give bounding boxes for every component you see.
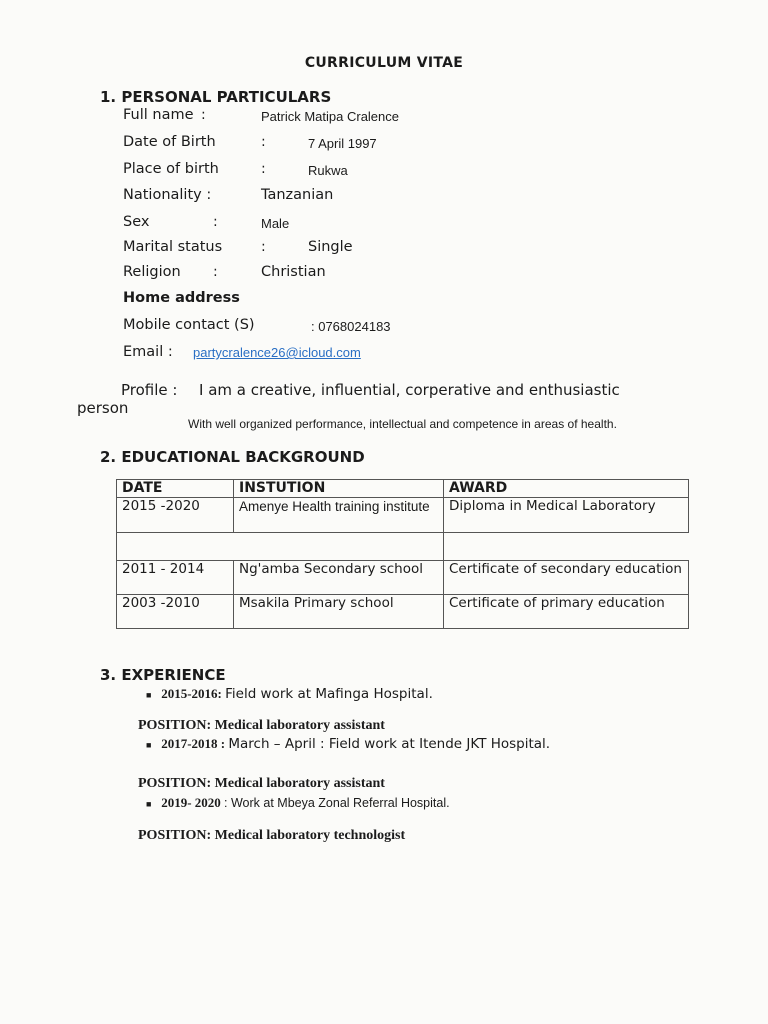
full-name-value: Patrick Matipa Cralence [261, 109, 399, 124]
empty-cell [444, 533, 689, 561]
institution-cell: Amenye Health training institute [234, 498, 444, 533]
personal-particulars-heading: 1. PERSONAL PARTICULARS [100, 88, 332, 106]
experience-position: POSITION: Medical laboratory assistant [138, 718, 385, 733]
date-cell: 2003 -2010 [117, 595, 234, 629]
list-item [146, 795, 450, 811]
colon: : [261, 239, 266, 255]
table-row [117, 595, 689, 629]
empty-cell [117, 533, 444, 561]
bullet-icon: ■ [146, 690, 152, 700]
profile-summary: With well organized performance, intellectual and competence in areas of health. [188, 417, 617, 431]
home-address-heading: Home address [123, 290, 240, 306]
list-item [146, 736, 550, 752]
experience-position: POSITION: Medical laboratory technologist [138, 828, 406, 843]
table-row [117, 498, 689, 533]
experience-text: : Work at Mbeya Zonal Referral Hospital. [224, 796, 450, 810]
experience-heading: 3. EXPERIENCE [100, 666, 226, 684]
dob-label: Date of Birth [123, 134, 216, 150]
experience-position: POSITION: Medical laboratory assistant [138, 776, 385, 791]
column-header: INSTUTION [234, 480, 444, 498]
experience-years: 2019- 2020 [161, 795, 221, 810]
marital-status-label: Marital status [123, 239, 223, 255]
mobile-value: : 0768024183 [311, 319, 391, 334]
education-table [116, 479, 689, 629]
list-item [146, 686, 433, 702]
profile-text: I am a creative, influential, corperative and enthusiastic [199, 381, 620, 399]
sex-value: Male [261, 216, 290, 231]
table-row [117, 561, 689, 595]
table-header-row [117, 480, 689, 498]
dob-value: 7 April 1997 [308, 136, 377, 151]
sex-label: Sex [123, 214, 150, 230]
profile-text-continued: person [77, 399, 129, 417]
full-name-label: Full name [123, 107, 194, 123]
pob-label: Place of birth [123, 161, 219, 177]
colon: : [213, 214, 218, 230]
award-cell: Diploma in Medical Laboratory [444, 498, 689, 533]
experience-text: March – April : Field work at Itende JKT Hospital. [228, 736, 551, 752]
mobile-label: Mobile contact (S) [123, 317, 255, 333]
experience-years: 2017-2018 : [161, 736, 226, 751]
marital-status-value: Single [308, 239, 353, 255]
date-cell: 2011 - 2014 [117, 561, 234, 595]
colon: : [261, 161, 266, 177]
colon: : [201, 107, 206, 123]
date-cell: 2015 -2020 [117, 498, 234, 533]
colon: : [213, 264, 218, 280]
institution-cell: Ng'amba Secondary school [234, 561, 444, 595]
experience-text: Field work at Mafinga Hospital. [225, 686, 433, 702]
award-cell: Certificate of secondary education [444, 561, 689, 595]
empty-row [117, 533, 689, 561]
document-title: CURRICULUM VITAE [304, 55, 464, 71]
column-header: DATE [117, 480, 234, 498]
institution-cell: Msakila Primary school [234, 595, 444, 629]
bullet-icon: ■ [146, 799, 152, 809]
column-header: AWARD [444, 480, 689, 498]
religion-label: Religion [123, 264, 181, 280]
religion-value: Christian [261, 264, 326, 280]
email-link[interactable]: partycralence26@icloud.com [193, 345, 361, 360]
bullet-icon: ■ [146, 740, 152, 750]
nationality-value: Tanzanian [261, 187, 334, 203]
colon: : [261, 134, 266, 150]
profile-label: Profile : [121, 381, 178, 399]
nationality-label: Nationality : [123, 187, 212, 203]
email-label: Email : [123, 344, 173, 360]
educational-background-heading: 2. EDUCATIONAL BACKGROUND [100, 448, 365, 466]
pob-value: Rukwa [308, 163, 348, 178]
experience-years: 2015-2016: [161, 686, 222, 701]
award-cell: Certificate of primary education [444, 595, 689, 629]
